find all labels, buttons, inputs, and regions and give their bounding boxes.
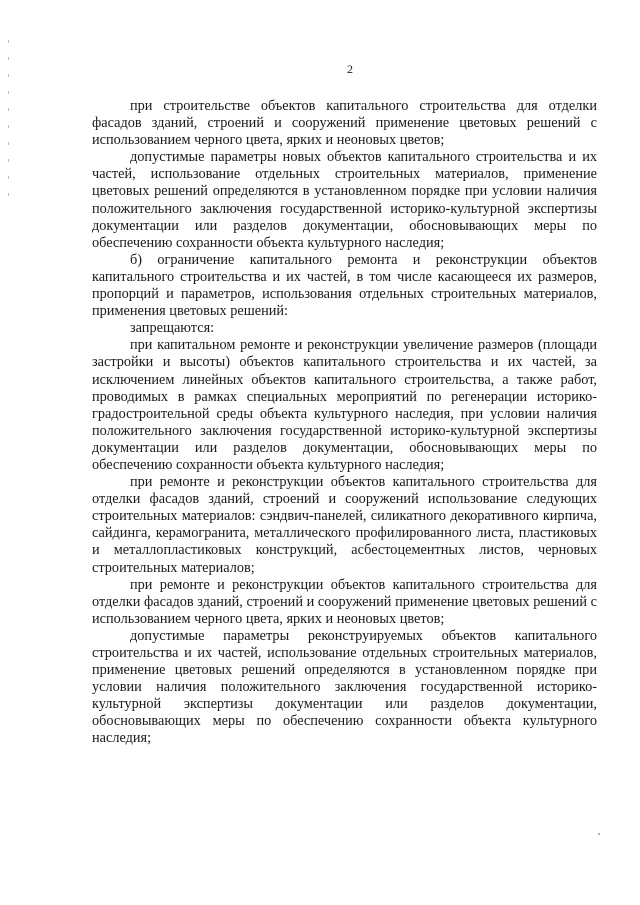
paragraph: запрещаются:: [130, 320, 215, 337]
paragraph: при капитальном ремонте и реконструкции увеличение размеров (площади застройки и высоты) объектов капитального строительства и их частей, за исключением линейных объектов капитального строительства, а также работ, проводимых в рамках специальных мероприятий по регенерации историко-градостроительной среды объекта культурного наследия, при условии наличия положительного заключения государственной историко-культурной экспертизы документации или разделов документации, обосновывающих меры по обеспечению сохранности объекта культурного наследия;: [92, 337, 597, 473]
paragraph: б) ограничение капитального ремонта и реконструкции объектов капитального строительства и их частей, в том числе касающееся их размеров, пропорций и параметров, использования отдельных строительных материалов, применения цветовых решений:: [92, 251, 597, 320]
paragraph: при строительстве объектов капитального строительства для отделки фасадов зданий, строений и сооружений применение цветовых решений с использованием черного цвета, ярких и неоновых цветов;: [92, 98, 597, 149]
paragraph: при ремонте и реконструкции объектов капитального строительства для отделки фасадов зданий, строений и сооружений применение цветовых решений с использованием черного цвета, ярких и неоновых цветов;: [92, 576, 597, 627]
scan-speck: [598, 833, 600, 835]
paragraph: при ремонте и реконструкции объектов капитального строительства для отделки фасадов зданий, строений и сооружений использование следующих строительных материалов: сэндвич-панелей, силикатного декоративного кирпича, сайдинга, керамогранита, металлического профилированного листа, пластиковых и металлопластиковых конструкций, асбестоцементных листов, черновых строительных материалов;: [92, 474, 597, 576]
document-body: [92, 98, 597, 748]
page-number: 2: [347, 62, 353, 76]
paragraph: допустимые параметры реконструируемых объектов капитального строительства и их частей, использование отдельных строительных материалов, применение цветовых решений определяются в установленном порядке при условии наличия положительного заключения государственной историко-культурной экспертизы документации или разделов документации, обосновывающих меры по обеспечению сохранности объекта культурного наследия;: [92, 627, 597, 747]
paragraph: допустимые параметры новых объектов капитального строительства и их частей, использование отдельных строительных материалов, применение цветовых решений определяются в установленном порядке при условии наличия положительного заключения государственной историко-культурной экспертизы документации или разделов документации, обосновывающих меры по обеспечению сохранности объекта культурного наследия;: [92, 149, 597, 251]
